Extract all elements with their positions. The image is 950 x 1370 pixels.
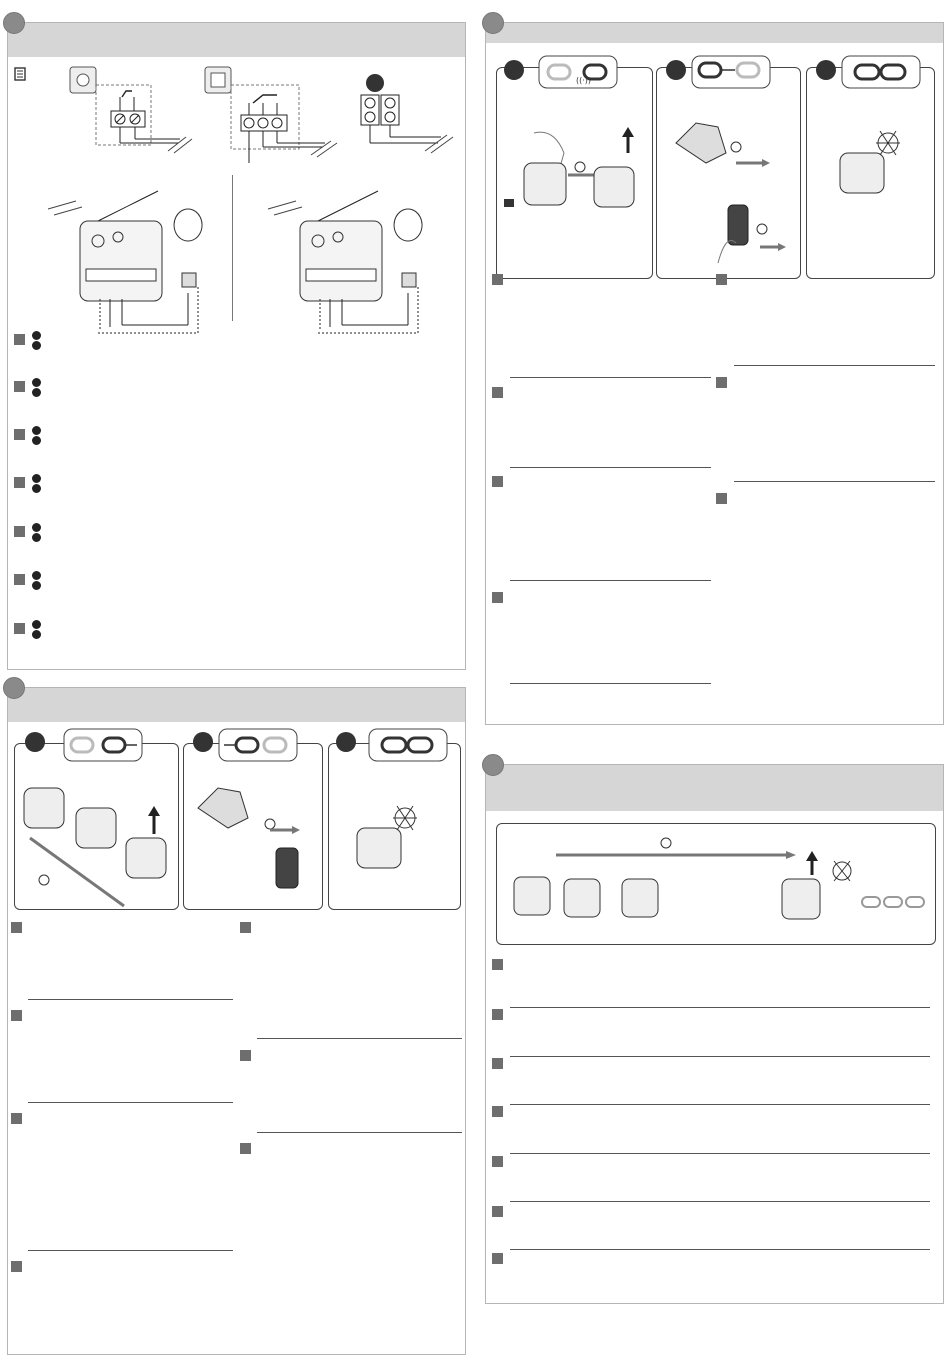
separator-rule — [510, 1201, 930, 1202]
link-icon — [691, 55, 771, 89]
step-badge — [3, 677, 25, 699]
switch-schematic — [203, 63, 343, 173]
paragraph-marker — [492, 1253, 503, 1264]
receiver-module-left — [38, 181, 228, 321]
paragraph-marker — [492, 1058, 503, 1069]
pairing-remote-panel — [485, 22, 944, 725]
paragraph-marker — [492, 1009, 503, 1020]
separator-rule — [734, 365, 935, 366]
separator-rule — [510, 467, 711, 468]
receiver-module-right — [258, 181, 448, 321]
terminal-block-schematic — [353, 73, 463, 173]
reset-panel-header — [486, 765, 943, 811]
link-icon — [368, 728, 448, 762]
module-led-illustration — [836, 123, 916, 203]
separator-rule — [510, 580, 711, 581]
pairing-local-panel — [7, 687, 466, 1355]
paragraph-marker — [492, 959, 503, 970]
reset-panel — [485, 764, 944, 1304]
paragraph-marker — [492, 476, 503, 487]
separator-rule — [28, 999, 233, 1000]
separator-rule — [28, 1102, 233, 1103]
press-sequence-illustration — [20, 768, 175, 908]
step-number-1 — [504, 60, 524, 80]
pairing-remote-header — [486, 23, 943, 43]
step-number-2 — [193, 732, 213, 752]
paragraph-marker — [716, 377, 727, 388]
link-icon — [63, 728, 143, 762]
wiring-diagram-icon — [14, 67, 26, 81]
separator-rule — [257, 1038, 462, 1039]
separator-rule — [510, 1056, 930, 1057]
separator-rule — [510, 683, 711, 684]
paragraph-marker — [11, 1010, 22, 1021]
reset-sequence-illustration — [506, 835, 936, 945]
wiring-panel-header — [8, 23, 465, 57]
step-badge — [3, 12, 25, 34]
paragraph-marker — [716, 274, 727, 285]
paragraph-marker — [716, 493, 727, 504]
step-number-3 — [336, 732, 356, 752]
step-badge — [482, 12, 504, 34]
remote-control-illustration — [666, 113, 796, 273]
paragraph-marker — [240, 1143, 251, 1154]
step-badge — [482, 754, 504, 776]
separator-rule — [734, 481, 935, 482]
paragraph-marker — [240, 1050, 251, 1061]
separator-rule — [510, 1104, 930, 1105]
paragraph-marker — [492, 274, 503, 285]
separator-rule — [510, 1249, 930, 1250]
svg-text:((·)): ((·)) — [576, 76, 592, 85]
separator-rule — [510, 377, 711, 378]
press-button-illustration — [504, 123, 649, 273]
link-icon — [538, 55, 618, 89]
diagram-divider — [232, 175, 233, 321]
step-number-3 — [816, 60, 836, 80]
remote-control-illustration — [188, 778, 318, 908]
separator-rule — [510, 1007, 930, 1008]
paragraph-marker — [11, 922, 22, 933]
paragraph-marker — [240, 922, 251, 933]
paragraph-marker — [492, 1206, 503, 1217]
link-icon — [841, 55, 921, 89]
paragraph-marker — [492, 387, 503, 398]
pushbutton-schematic — [68, 63, 198, 173]
paragraph-marker — [11, 1261, 22, 1272]
module-led-illustration — [353, 798, 433, 878]
separator-rule — [257, 1132, 462, 1133]
separator-rule — [28, 1250, 233, 1251]
paragraph-marker — [492, 592, 503, 603]
pairing-local-header — [8, 688, 465, 722]
paragraph-marker — [11, 1113, 22, 1124]
step-number-1 — [25, 732, 45, 752]
paragraph-marker — [492, 1106, 503, 1117]
separator-rule — [510, 1153, 930, 1154]
paragraph-marker — [492, 1156, 503, 1167]
wiring-panel — [7, 22, 466, 670]
link-icon — [218, 728, 298, 762]
step-number-2 — [666, 60, 686, 80]
